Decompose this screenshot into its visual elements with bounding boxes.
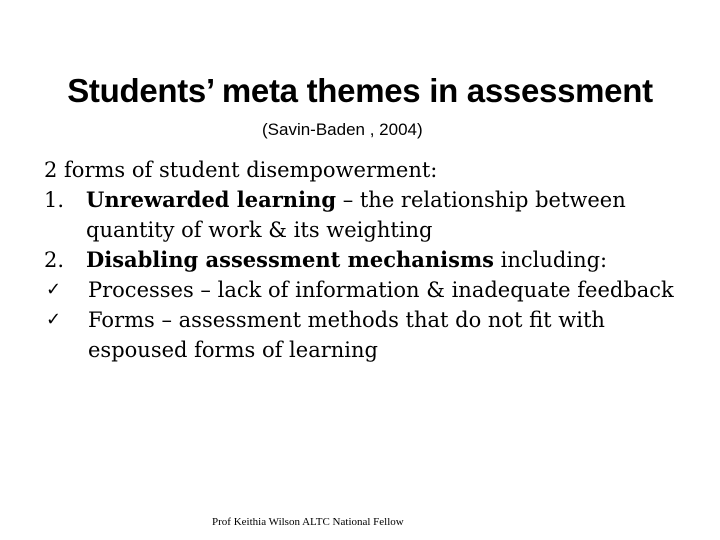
list-number: 2. <box>44 248 65 272</box>
list-item-3 <box>44 275 694 305</box>
slide-body <box>44 155 694 365</box>
item-description: including: <box>494 248 608 272</box>
list-item-1 <box>44 185 694 245</box>
list-item-2 <box>44 245 694 275</box>
slide-subtitle: (Savin-Baden , 2004) <box>262 120 423 139</box>
list-item-4 <box>44 305 694 365</box>
list-item-text <box>86 185 694 245</box>
intro-text: 2 forms of student disempowerment: <box>44 158 438 182</box>
item-description: – the relationship between quantity of work & its weighting <box>86 188 626 242</box>
list-item-text: Processes – lack of information & inadequate feedback <box>88 278 674 302</box>
list-item-text <box>86 245 694 275</box>
list-number: 1. <box>44 188 65 212</box>
checkmark-icon: ✓ <box>46 279 62 300</box>
checkmark-icon: ✓ <box>46 309 62 330</box>
bold-term: Disabling assessment mechanisms <box>86 247 494 272</box>
footer-credit: Prof Keithia Wilson ALTC National Fellow <box>212 516 404 528</box>
list-item-text: Forms – assessment methods that do not fit with espoused forms of learning <box>88 308 605 362</box>
slide-title: Students’ meta themes in assessment <box>67 72 653 109</box>
bold-term: Unrewarded learning <box>86 187 337 212</box>
